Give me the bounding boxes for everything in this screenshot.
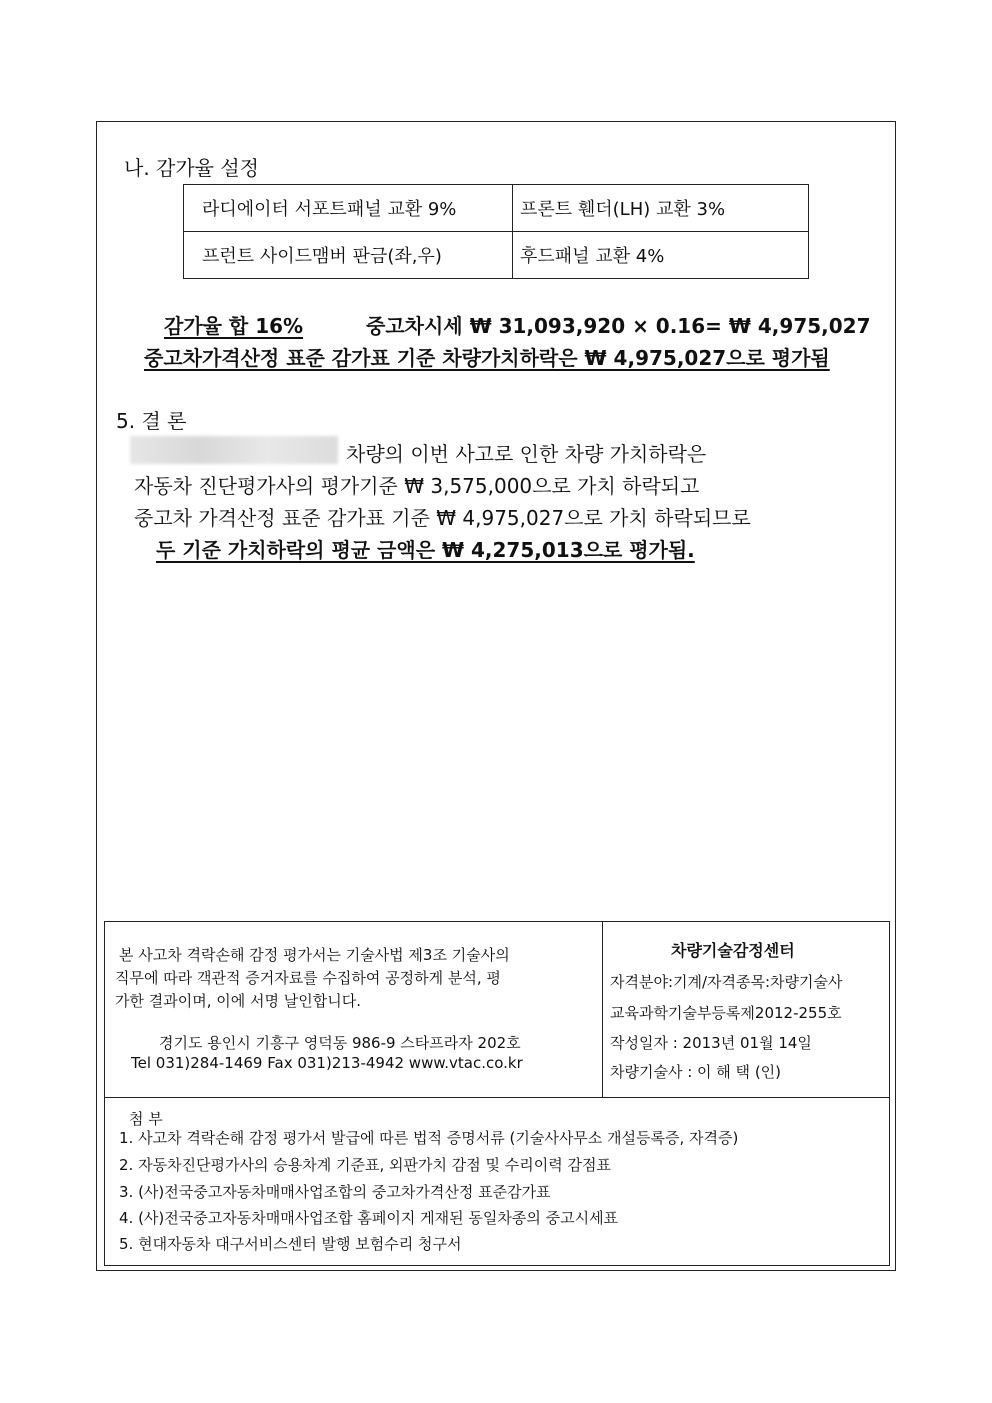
- office-address: 경기도 용인시 기흥구 영덕동 986-9 스타프라자 202호: [159, 1034, 521, 1052]
- redacted-vehicle-number: [130, 436, 338, 464]
- section-title-depreciation: 나. 감가율 설정: [124, 156, 259, 180]
- conclusion-final: 두 기준 가치하락의 평균 금액은 ₩ 4,275,013으로 평가됨.: [156, 538, 695, 562]
- footer-box: [104, 921, 890, 1266]
- registration-number: 교육과학기술부등록제2012-255호: [610, 1004, 842, 1022]
- center-name: 차량기술감정센터: [671, 941, 795, 960]
- statement-line: 가한 결과이며, 이에 서명 날인합니다.: [115, 992, 361, 1010]
- statement-line: 직무에 따라 객관적 증거자료를 수집하여 공정하게 분석, 평: [115, 969, 501, 987]
- table-cell: 후드패널 교환 4%: [513, 232, 809, 279]
- price-calculation: 중고차시세 ₩ 31,093,920 × 0.16= ₩ 4,975,027: [366, 314, 871, 338]
- footer-statement-cell: [105, 922, 603, 1097]
- office-contact: Tel 031)284-1469 Fax 031)213-4942 www.vtac.co.kr: [131, 1054, 523, 1072]
- attachment-item: 3. (사)전국중고자동차매매사업조합의 중고차가격산정 표준감가표: [119, 1183, 551, 1201]
- table-row: [184, 185, 809, 232]
- qualification: 자격분야:기계/자격종목:차량기술사: [610, 973, 843, 991]
- issue-date: 작성일자 : 2013년 01월 14일: [610, 1034, 812, 1052]
- depreciation-conclusion: 중고차가격산정 표준 감가표 기준 차량가치하락은 ₩ 4,975,027으로 평가됨: [144, 346, 830, 370]
- table-cell: 라디에이터 서포트패널 교환 9%: [184, 185, 513, 232]
- table-row: [184, 232, 809, 279]
- signer: 차량기술사 : 이 해 택 (인): [610, 1063, 782, 1081]
- attachment-item: 1. 사고차 격락손해 감정 평가서 발급에 따른 법적 증명서류 (기술사사무소 개설등록증, 자격증): [119, 1129, 739, 1147]
- table-cell: 프론트 휀더(LH) 교환 3%: [513, 185, 809, 232]
- attachment-item: 5. 현대자동차 대구서비스센터 발행 보험수리 청구서: [119, 1235, 462, 1253]
- footer-top: [105, 922, 889, 1098]
- attachments-title: 첨 부: [129, 1110, 163, 1128]
- attachment-item: 2. 자동차진단평가사의 승용차계 기준표, 외판가치 감점 및 수리이력 감점표: [119, 1156, 611, 1174]
- attachment-item: 4. (사)전국중고자동차매매사업조합 홈페이지 게재된 동일차종의 중고시세표: [119, 1209, 619, 1227]
- table-cell: 프런트 사이드맴버 판금(좌,우): [184, 232, 513, 279]
- conclusion-line-1: 차량의 이번 사고로 인한 차량 가치하락은: [346, 442, 707, 466]
- statement-line: 본 사고차 격락손해 감정 평가서는 기술사법 제3조 기술사의: [119, 946, 510, 964]
- section-title-conclusion: 5. 결 론: [116, 409, 187, 433]
- conclusion-line-3: 중고차 가격산정 표준 감가표 기준 ₩ 4,975,027으로 가치 하락되므로: [134, 506, 751, 530]
- total-rate: 감가율 합 16%: [164, 314, 304, 338]
- conclusion-line-2: 자동차 진단평가사의 평가기준 ₩ 3,575,000으로 가치 하락되고: [134, 474, 700, 498]
- depreciation-table: [183, 184, 809, 279]
